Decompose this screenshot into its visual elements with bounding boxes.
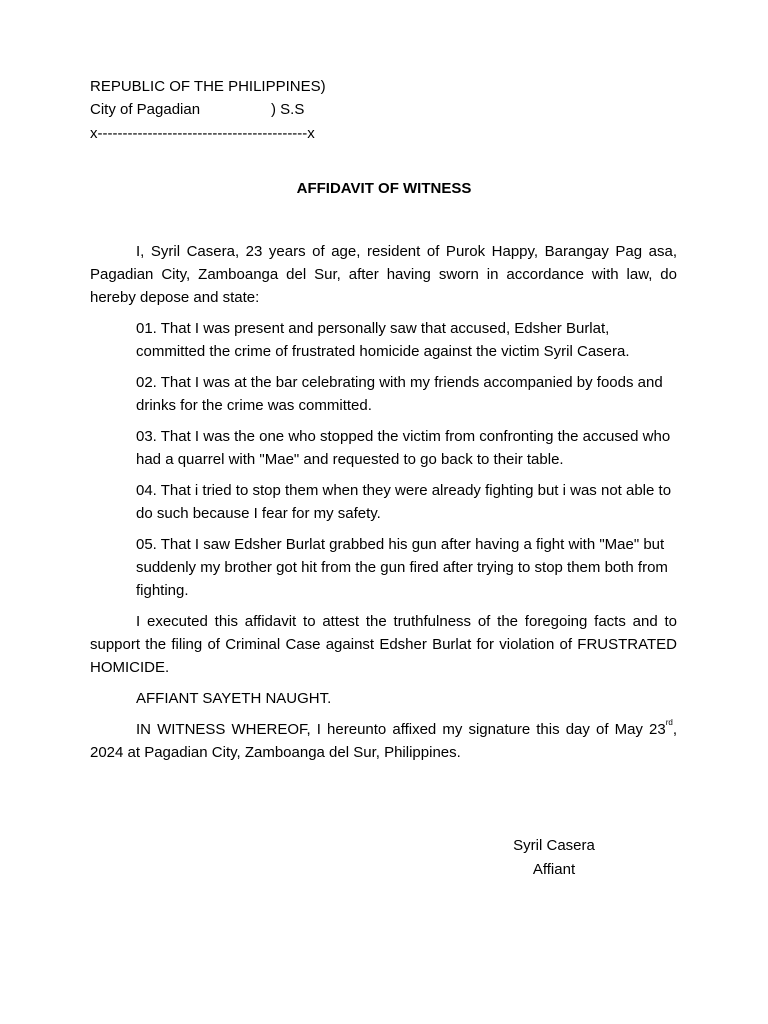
statement-item: 02. That I was at the bar celebrating with my friends accompanied by foods and drinks for the crime was committed.	[136, 374, 663, 414]
statement-item: 05. That I saw Edsher Burlat grabbed his gun after having a fight with "Mae" but suddenly my brother got hit from the gun fired after trying to stop them both from fighting.	[136, 536, 668, 599]
header-city: City of Pagadian	[90, 101, 201, 118]
header-ss: ) S.S	[271, 101, 305, 118]
header-republic: REPUBLIC OF THE PHILIPPINES)	[90, 78, 326, 95]
statement-item: 03. That I was the one who stopped the victim from confronting the accused who had a quarrel with "Mae" and requested to go back to their table.	[136, 428, 671, 468]
naught-paragraph: AFFIANT SAYETH NAUGHT.	[136, 690, 332, 707]
ordinal-suffix: rd	[665, 718, 673, 727]
witness-paragraph	[90, 718, 677, 764]
document-title: AFFIDAVIT OF WITNESS	[296, 180, 472, 197]
signature-name: Syril Casera	[513, 837, 595, 854]
statement-item: 04. That i tried to stop them when they were already fighting but i was not able to do such because I fear for my safety.	[136, 482, 672, 522]
signature-role: Affiant	[532, 861, 576, 878]
intro-paragraph: I, Syril Casera, 23 years of age, resident of Purok Happy, Barangay Pag asa, Pagadian City, Zamboanga del Sur, after having sworn in accordance with law, do hereby depose and state:	[90, 243, 677, 306]
affidavit-body	[90, 240, 677, 772]
execution-paragraph: I executed this affidavit to attest the truthfulness of the foregoing facts and to support the filing of Criminal Case against Edsher Burlat for violation of FRUSTRATED HOMICIDE.	[90, 613, 677, 676]
witness-text-before: IN WITNESS WHEREOF, I hereunto affixed my signature this day of May 23	[136, 721, 666, 738]
statement-item: 01. That I was present and personally saw that accused, Edsher Burlat, committed the crime of frustrated homicide against the victim Syril Casera.	[136, 320, 630, 360]
header-separator: x------------------------------------------x	[90, 125, 315, 142]
witness-text-after: , 2024 at Pagadian City, Zamboanga del Sur, Philippines.	[90, 721, 677, 761]
